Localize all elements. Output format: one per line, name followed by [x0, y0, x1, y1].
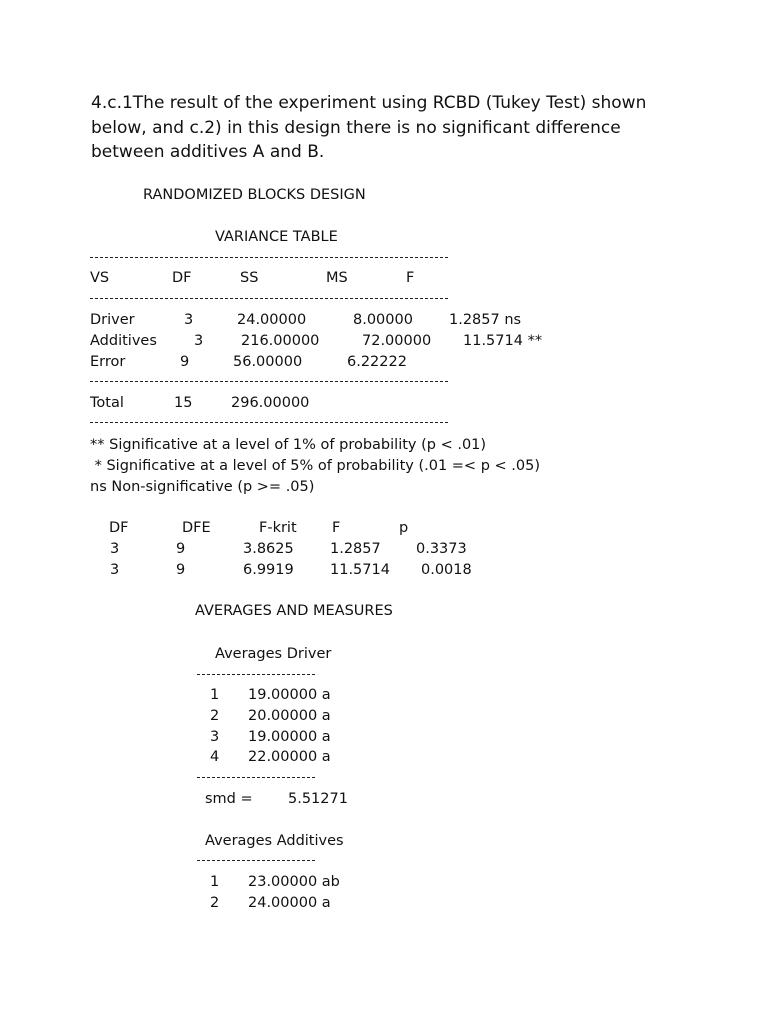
header-ms: MS	[326, 270, 348, 286]
ftest-header-fkrit: F-krit	[259, 520, 297, 536]
row-ms: 6.22222	[347, 354, 407, 370]
driver-rule-bottom	[197, 774, 316, 780]
total-df: 15	[174, 395, 193, 411]
additive-average: 23.00000 ab	[248, 874, 340, 890]
row-f: 1.2857 ns	[449, 312, 522, 328]
row-ss: 216.00000	[241, 333, 320, 349]
smd-label: smd =	[205, 791, 253, 807]
additive-averages-title: Averages Additives	[205, 833, 344, 849]
header-f: F	[406, 270, 415, 286]
ftest-fkrit: 3.8625	[243, 541, 294, 557]
ftest-f: 11.5714	[330, 562, 390, 578]
header-ss: SS	[240, 270, 259, 286]
row-source: Additives	[90, 333, 157, 349]
ftest-df: 3	[110, 562, 120, 578]
driver-level: 3	[210, 729, 220, 745]
additive-average: 24.00000 a	[248, 895, 331, 911]
ftest-fkrit: 6.9919	[243, 562, 294, 578]
row-ss: 56.00000	[233, 354, 303, 370]
additive-rule-top	[197, 857, 316, 863]
row-ms: 8.00000	[353, 312, 413, 328]
total-ss: 296.00000	[231, 395, 310, 411]
table-rule-bottom	[90, 378, 449, 384]
variance-table-title: VARIANCE TABLE	[215, 229, 338, 245]
header-vs: VS	[90, 270, 110, 286]
ftest-p: 0.3373	[416, 541, 467, 557]
row-df: 9	[180, 354, 190, 370]
row-df: 3	[184, 312, 194, 328]
ftest-header-p: p	[399, 520, 409, 536]
driver-average: 22.00000 a	[248, 749, 331, 765]
note-ns: ns Non-significative (p >= .05)	[90, 479, 315, 495]
total-label: Total	[90, 395, 124, 411]
ftest-header-f: F	[332, 520, 341, 536]
driver-average: 19.00000 a	[248, 687, 331, 703]
driver-average: 20.00000 a	[248, 708, 331, 724]
smd-value: 5.51271	[288, 791, 348, 807]
driver-level: 2	[210, 708, 220, 724]
table-rule-end	[90, 419, 449, 425]
ftest-df: 3	[110, 541, 120, 557]
ftest-f: 1.2857	[330, 541, 381, 557]
ftest-p: 0.0018	[421, 562, 472, 578]
averages-title: AVERAGES AND MEASURES	[195, 603, 393, 619]
row-ss: 24.00000	[237, 312, 307, 328]
ftest-header-dfe: DFE	[182, 520, 211, 536]
row-source: Error	[90, 354, 126, 370]
header-df: DF	[172, 270, 192, 286]
driver-rule-top	[197, 671, 316, 677]
driver-level: 1	[210, 687, 220, 703]
heading-line-2: below, and c.2) in this design there is no significant difference	[91, 117, 621, 138]
table-rule-header	[90, 295, 449, 301]
row-f: 11.5714 **	[463, 333, 543, 349]
additive-level: 1	[210, 874, 220, 890]
question-heading	[91, 91, 731, 165]
driver-averages-title: Averages Driver	[215, 646, 332, 662]
ftest-dfe: 9	[176, 562, 186, 578]
additive-level: 2	[210, 895, 220, 911]
heading-line-3: between additives A and B.	[91, 142, 325, 162]
row-ms: 72.00000	[362, 333, 432, 349]
row-df: 3	[194, 333, 204, 349]
note-5pct: * Significative at a level of 5% of probability (.01 =< p < .05)	[90, 458, 540, 474]
table-rule-top	[90, 254, 449, 260]
ftest-dfe: 9	[176, 541, 186, 557]
ftest-header-df: DF	[109, 520, 129, 536]
note-1pct: ** Significative at a level of 1% of probability (p < .01)	[90, 437, 487, 453]
row-source: Driver	[90, 312, 135, 328]
design-title: RANDOMIZED BLOCKS DESIGN	[143, 187, 366, 203]
driver-average: 19.00000 a	[248, 729, 331, 745]
driver-level: 4	[210, 749, 220, 765]
heading-line-1: 4.c.1The result of the experiment using RCBD (Tukey Test) shown	[91, 93, 647, 113]
